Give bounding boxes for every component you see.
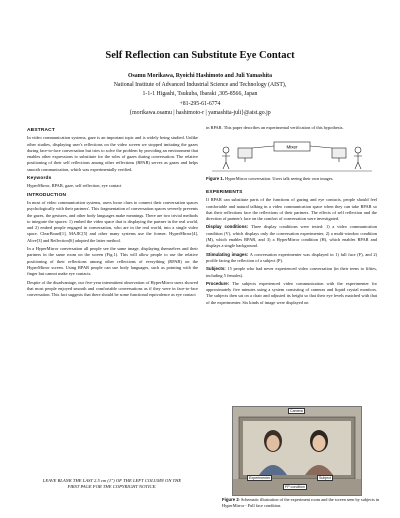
author-names: Osamu Morikawa, Ryoichi Hashimoto and Juli Yamashita — [127, 73, 273, 79]
fig2-label-condition: FP condition — [285, 485, 305, 489]
procedure — [206, 281, 377, 306]
experiments-heading: EXPERIMENTS — [206, 190, 243, 195]
fig1-caption-label: Figure 1. — [206, 176, 224, 181]
fig2-experimenter-face — [267, 435, 280, 451]
abstract-heading: ABSTRACT — [27, 128, 55, 133]
fig1-monitor-left — [238, 148, 252, 162]
keywords-heading: Keywords — [27, 176, 52, 182]
stimuli-label: Stimulating images: — [206, 251, 249, 257]
procedure-label: Procedure: — [206, 280, 230, 286]
copyright-notice: LEAVE BLANK THE LAST 2.5 cm (1") OF THE LEFT COLUMN ON THE FIRST PAGE FOR THE COPYRIGHT NOTICE. — [42, 478, 182, 490]
intro-paragraph-1: In most of video communication systems, users loose clues to connect their conversation spaces psychologically with their partners'. This fragmentation of conversation spaces severely prevents the gazes, the gestures, and other body languages make meanings. There are two trivial methods to integrate the spaces: 1) embed the video space that is displaying the partner in the real world, and 2) embed people engaged in conversation, who are in the real world, into a single video space. ClearBoard[1], MAJIC[5] and other many systems use the former. HyperMirror[4], Alive[3] and Reflection[6] adopted the latter method. — [27, 199, 198, 243]
mixer-label: Mixer — [286, 144, 298, 150]
left-column — [27, 125, 198, 300]
experiments-paragraph: If RPAR can substitute parts of the functions of gazing and eye contacts, people should feel comfortable and natural talking in a video communication space when they can take RPAR so that their reflections face the reflections of their partners. The effects of self reflection and the direction of partner's face on the comfort of conversation were investigated. — [206, 197, 377, 222]
fig1-person-right — [354, 147, 362, 169]
emails: {morikawa.osamu | hashimoto-r | yamashita-juli}@aist.go.jp — [129, 109, 271, 116]
subjects — [206, 266, 377, 279]
fig2-subject-face — [313, 435, 326, 451]
fig2-caption-label: Figure 2 — [222, 497, 239, 502]
fig2-label-experimenter: Experimenter — [249, 476, 271, 480]
keywords-text: HyperMirror, RPAR, gaze, self reflection, eye contact — [27, 183, 122, 189]
right-intro-text: in RPAR. This paper describes an experimental verification of this hypothesis. — [206, 125, 344, 130]
abstract-text: In video communication systems, gaze is an important topic and is widely being studied. Unlike other studies, displaying user's reflections on the video screen we stopped imitating the gazes during face-to-face conversation but tries to solve the problem by providing an environment that enables other expressions to substitute for the roles of gazes during conversation. The relative positioning of their self reflections among other reflections (RPAR) serves as gazes and helps smooth communication, which was experimentally verified. — [27, 135, 198, 172]
procedure-text: The subjects experienced video communication with the experimenter for approximately five minutes using a system consisting of cameras and liquid crystal monitors. The subjects then sat on a chair and adjusted its height so that their eye levels matched with that of the experimenter. Six kinds of image were displayed on — [206, 280, 377, 305]
fig2-room — [243, 421, 351, 475]
fig1-person-left — [222, 147, 230, 169]
figure-2-photo — [232, 406, 362, 496]
right-column-top — [206, 125, 377, 133]
figure-1-diagram — [212, 140, 372, 172]
subjects-label: Subjects: — [206, 266, 226, 272]
paper-title: Self Reflection can Substitute Eye Contact — [105, 50, 295, 61]
figure-1-caption — [206, 176, 377, 182]
fig2-label-subject: Subject — [319, 476, 331, 480]
fig2-caption-text: : Schematic illustration of the experiment room and the screen seen by subjects in HyperMirror - Full face condition. — [222, 497, 380, 508]
address: 1-1-1 Higashi, Tsukuba, Ibaraki ,305-8566, Japan — [142, 91, 258, 98]
stimuli-text: A conversation experimenter was displayed in 1) full face (F), and 2) profile facing the reflection of a subject (P). — [206, 251, 378, 263]
fig2-label-camera: Camera — [290, 409, 303, 413]
display-conditions — [206, 224, 377, 249]
fig1-monitor-right — [332, 148, 346, 162]
intro-heading: INTRODUCTION — [27, 192, 67, 198]
intro-paragraph-3: Despite of the disadvantage, our five-year intermittent observation of HyperMirror users showed that most people enjoyed smooth and comfortable conversations as if they were in face-to-face conversation. This fact suggests that there should be some functional equivalence as eye contact — [27, 279, 198, 298]
right-column-body — [206, 187, 377, 308]
fig1-caption-text: HyperMirror conversation. Users talk seeing their own images. — [225, 176, 334, 181]
subjects-text: 15 people who had never experienced video conversation (in their teens to fifties, including 5 females). — [206, 266, 377, 278]
figure-2-caption — [222, 497, 382, 509]
author-block — [0, 72, 400, 118]
institution: National Institute of Advanced Industrial Science and Technology (AIST), — [113, 82, 287, 89]
stimulating-images — [206, 252, 377, 265]
intro-paragraph-2: In a HyperMirror conversation all people see the same image, displaying themselves and their partners in the same room on the screen (Fig.1). This will allow people to use the relative positioning of their reflections among other reflections of everything (RPAR) on the HyperMirror screen. Using RPAR people can use body languages, such as pointing with the finger but cannot make eye contacts. — [27, 246, 198, 277]
display-text: Three display conditions were tested: 1) a video communication condition (V), which displays only the conversation experimenter, 2) a multi-window condition (M), which enables RPAR, and 3) a HyperMirror condition (H), which enables RPAR and displays a single background. — [206, 224, 377, 249]
phone: +81-295-61-6774 — [179, 100, 221, 107]
display-label: Display conditions: — [206, 224, 249, 230]
fig2-scene — [233, 407, 361, 495]
